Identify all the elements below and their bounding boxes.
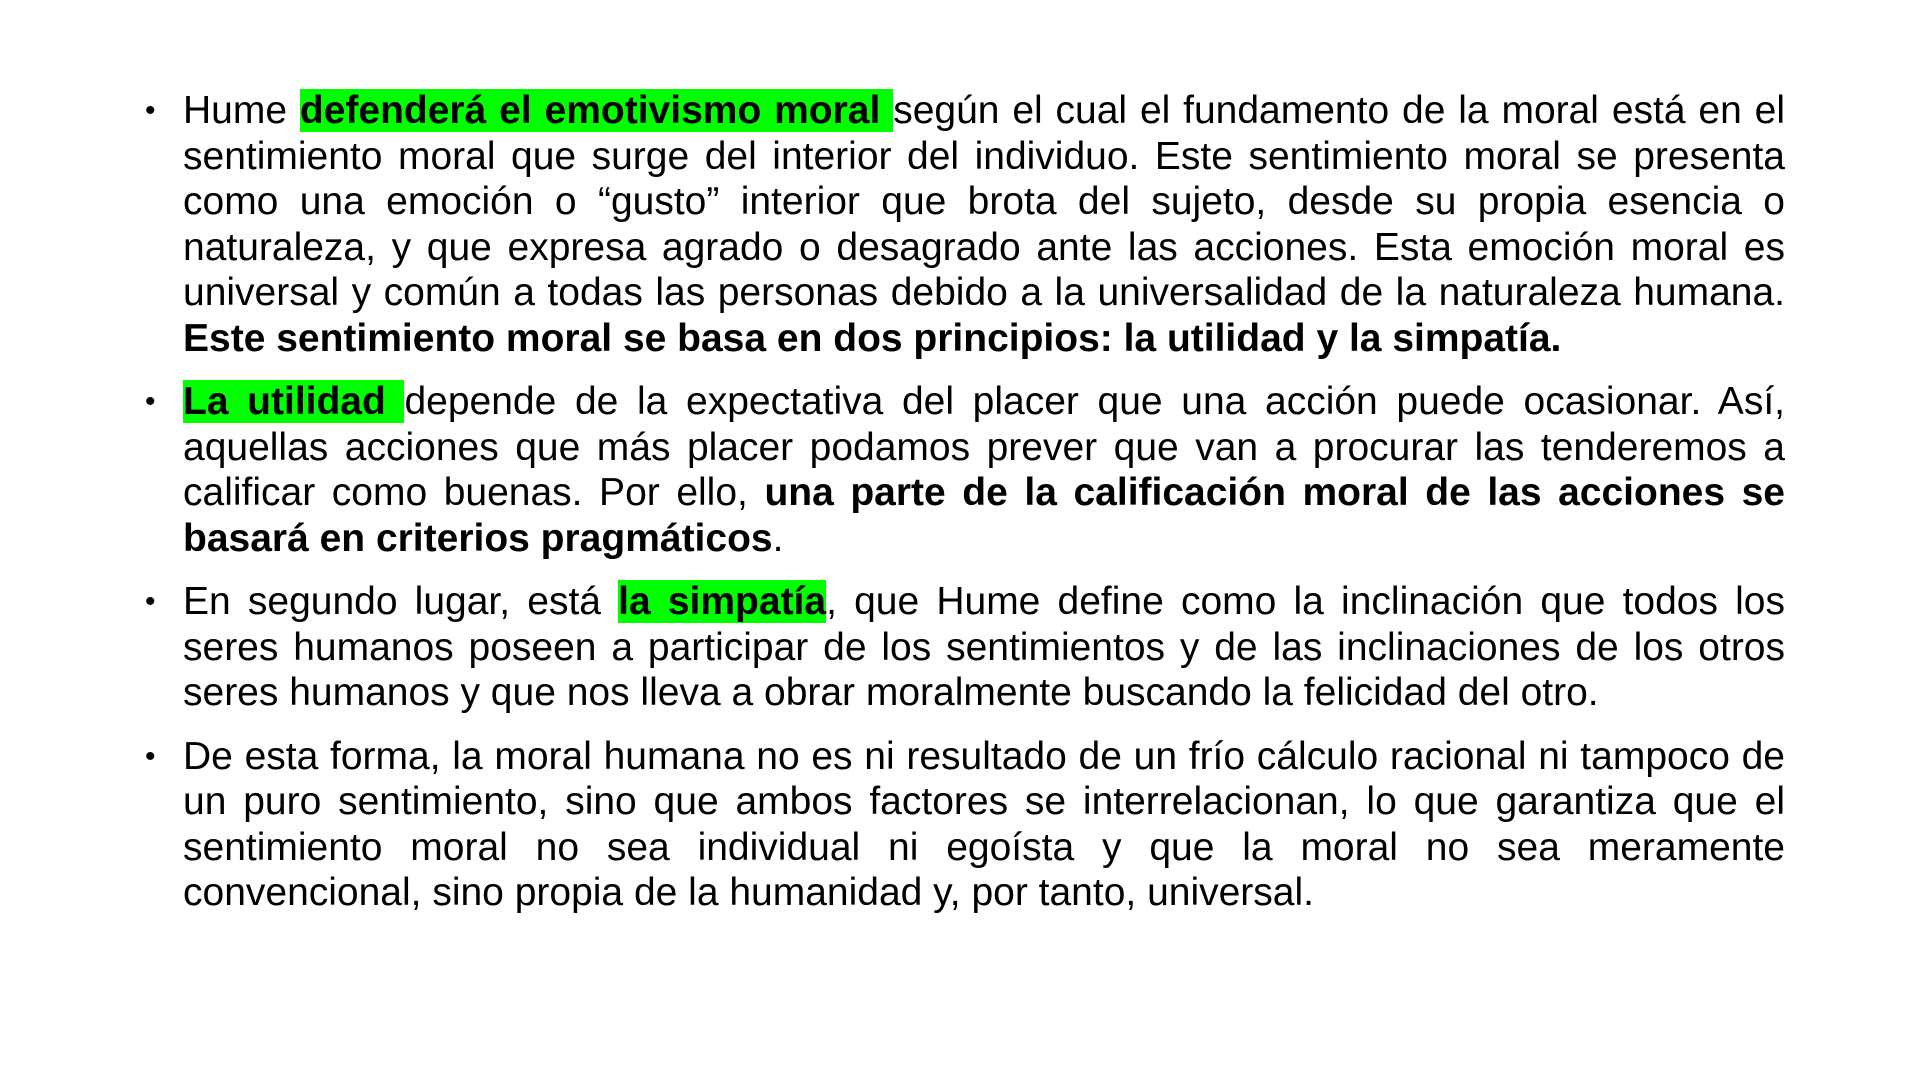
text-segment: depende de la expectativa del placer que una acción puede ocasionar. Así, aquellas acciones que más placer podamos prever que van a procurar las tenderemos a calificar como buenas. Por ello, [183, 380, 1785, 514]
highlight-emotivismo: defenderá el emotivismo moral [299, 89, 894, 132]
bullet-list [145, 88, 1785, 934]
bold-criterios: una parte de la calificación moral de las acciones se basará en criterios pragmáticos [183, 471, 1785, 560]
paragraph-utilidad [145, 379, 1785, 561]
text-segment: De esta forma, la moral humana no es ni resultado de un frío cálculo racional ni tampoco de un puro sentimiento, sino que ambos factores se interrelacionan, lo que garantiza que el sentimiento moral no sea individual ni egoísta y que la moral no sea meramente convencional, sino propia de la humanidad y, por tanto, universal. [183, 734, 1785, 914]
text-segment: Hume [183, 89, 300, 132]
paragraph-emotivismo [145, 88, 1785, 361]
highlight-utilidad: La utilidad [183, 380, 405, 423]
paragraph-simpatia [145, 579, 1785, 716]
bullet-icon: • [145, 585, 156, 618]
paragraph-conclusion [145, 734, 1785, 916]
text-segment: En segundo lugar, está [183, 580, 619, 623]
highlight-simpatia: la simpatía [618, 580, 827, 623]
bullet-icon: • [145, 385, 156, 418]
text-segment: . [772, 516, 784, 560]
bold-principios: Este sentimiento moral se basa en dos principios: la utilidad y la simpatía. [183, 316, 1562, 360]
bullet-icon: • [145, 94, 156, 127]
text-segment: , que Hume define como la inclinación que todos los seres humanos poseen a participar de los sentimientos y de las inclinaciones de los otros seres humanos y que nos lleva a obrar moralmente buscando la felicidad del otro. [183, 580, 1786, 714]
bullet-icon: • [145, 739, 156, 773]
text-segment: según el cual el fundamento de la moral está en el sentimiento moral que surge del interior del individuo. Este sentimiento moral se presenta como una emoción o “gusto” interior que brota del sujeto, desde su propia esencia o naturaleza, y que expresa agrado o desagrado ante las acciones. Esta emoción moral es universal y común a todas las personas debido a la universalidad de la naturaleza humana. [183, 89, 1786, 314]
